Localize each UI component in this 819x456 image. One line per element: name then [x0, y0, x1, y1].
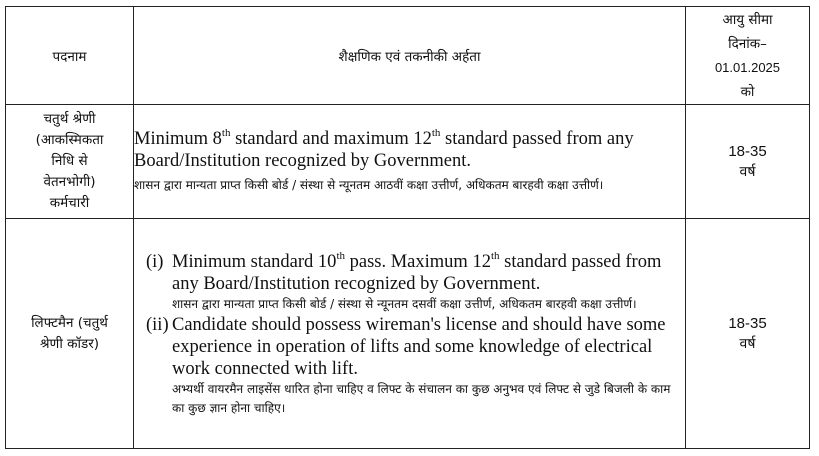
qualification-hindi: अभ्यर्थी वायरमैन लाइसेंस धारित होना चाहिए व लिफ्ट के संचालन का कुछ अनुभव एवं लिफ्ट से जुडे बिजली के काम का कुछ ज्ञान होना चाहिए।: [172, 382, 671, 415]
header-age-line4: को: [740, 83, 755, 100]
qualification-hindi: शासन द्वारा मान्यता प्राप्त किसी बोर्ड / संस्था से न्यूनतम आठवीं कक्षा उत्तीर्ण, अधिकतम बारहवी कक्षा उत्तीर्ण।: [134, 178, 604, 192]
qualification-english: Minimum 8th standard and maximum 12th standard passed from any Board/Institution recognized by Government.: [134, 126, 634, 171]
post-line: लिफ्टमैन (चतुर्थ: [31, 314, 108, 331]
age-limit-cell: [686, 105, 810, 219]
table-row: [6, 105, 810, 219]
post-line: श्रेणी कॉडर): [40, 335, 99, 352]
eligibility-table: [5, 6, 810, 449]
post-name-cell: [6, 105, 134, 219]
age-limit-cell: [686, 219, 810, 449]
header-row: [6, 7, 810, 105]
header-age-date: 01.01.2025: [714, 59, 781, 75]
header-age-limit: [686, 7, 810, 105]
qualification-item: [146, 251, 685, 314]
age-unit: वर्ष: [739, 335, 756, 352]
qualification-english: Candidate should possess wireman's license and should have some experience in operation of lifts and some knowledge of electrical work connected with lift.: [172, 315, 666, 379]
post-line: कर्मचारी: [49, 195, 90, 211]
post-line: (आकस्मिकता: [35, 132, 104, 148]
table-row: [6, 219, 810, 449]
post-line: चतुर्थ श्रेणी: [43, 111, 96, 127]
age-range: 18-35: [728, 142, 767, 160]
item-label: (ii): [146, 315, 169, 335]
header-age-line2: दिनांक–: [728, 35, 767, 52]
post-line: निधि से: [51, 153, 88, 169]
header-age-line1: आयु सीमा: [722, 11, 773, 28]
qualification-item: [146, 314, 685, 418]
qualification-english: Minimum standard 10th pass. Maximum 12th standard passed from any Board/Institution recognized by Government.: [172, 249, 662, 294]
item-label: (i): [146, 252, 164, 272]
qualification-cell: [134, 105, 686, 219]
post-line: वेतनभोगी): [43, 174, 96, 190]
age-range: 18-35: [728, 314, 767, 332]
age-unit: वर्ष: [739, 163, 756, 180]
post-name-cell: [6, 219, 134, 449]
qualification-cell: [134, 219, 686, 449]
header-qualification: शैक्षणिक एवं तकनीकी अर्हता: [134, 7, 686, 105]
header-post: पदनाम: [6, 7, 134, 105]
qualification-hindi: शासन द्वारा मान्यता प्राप्त किसी बोर्ड / संस्था से न्यूनतम दसवीं कक्षा उत्तीर्ण, अधिकतम बारहवी कक्षा उत्तीर्ण।: [172, 297, 637, 311]
